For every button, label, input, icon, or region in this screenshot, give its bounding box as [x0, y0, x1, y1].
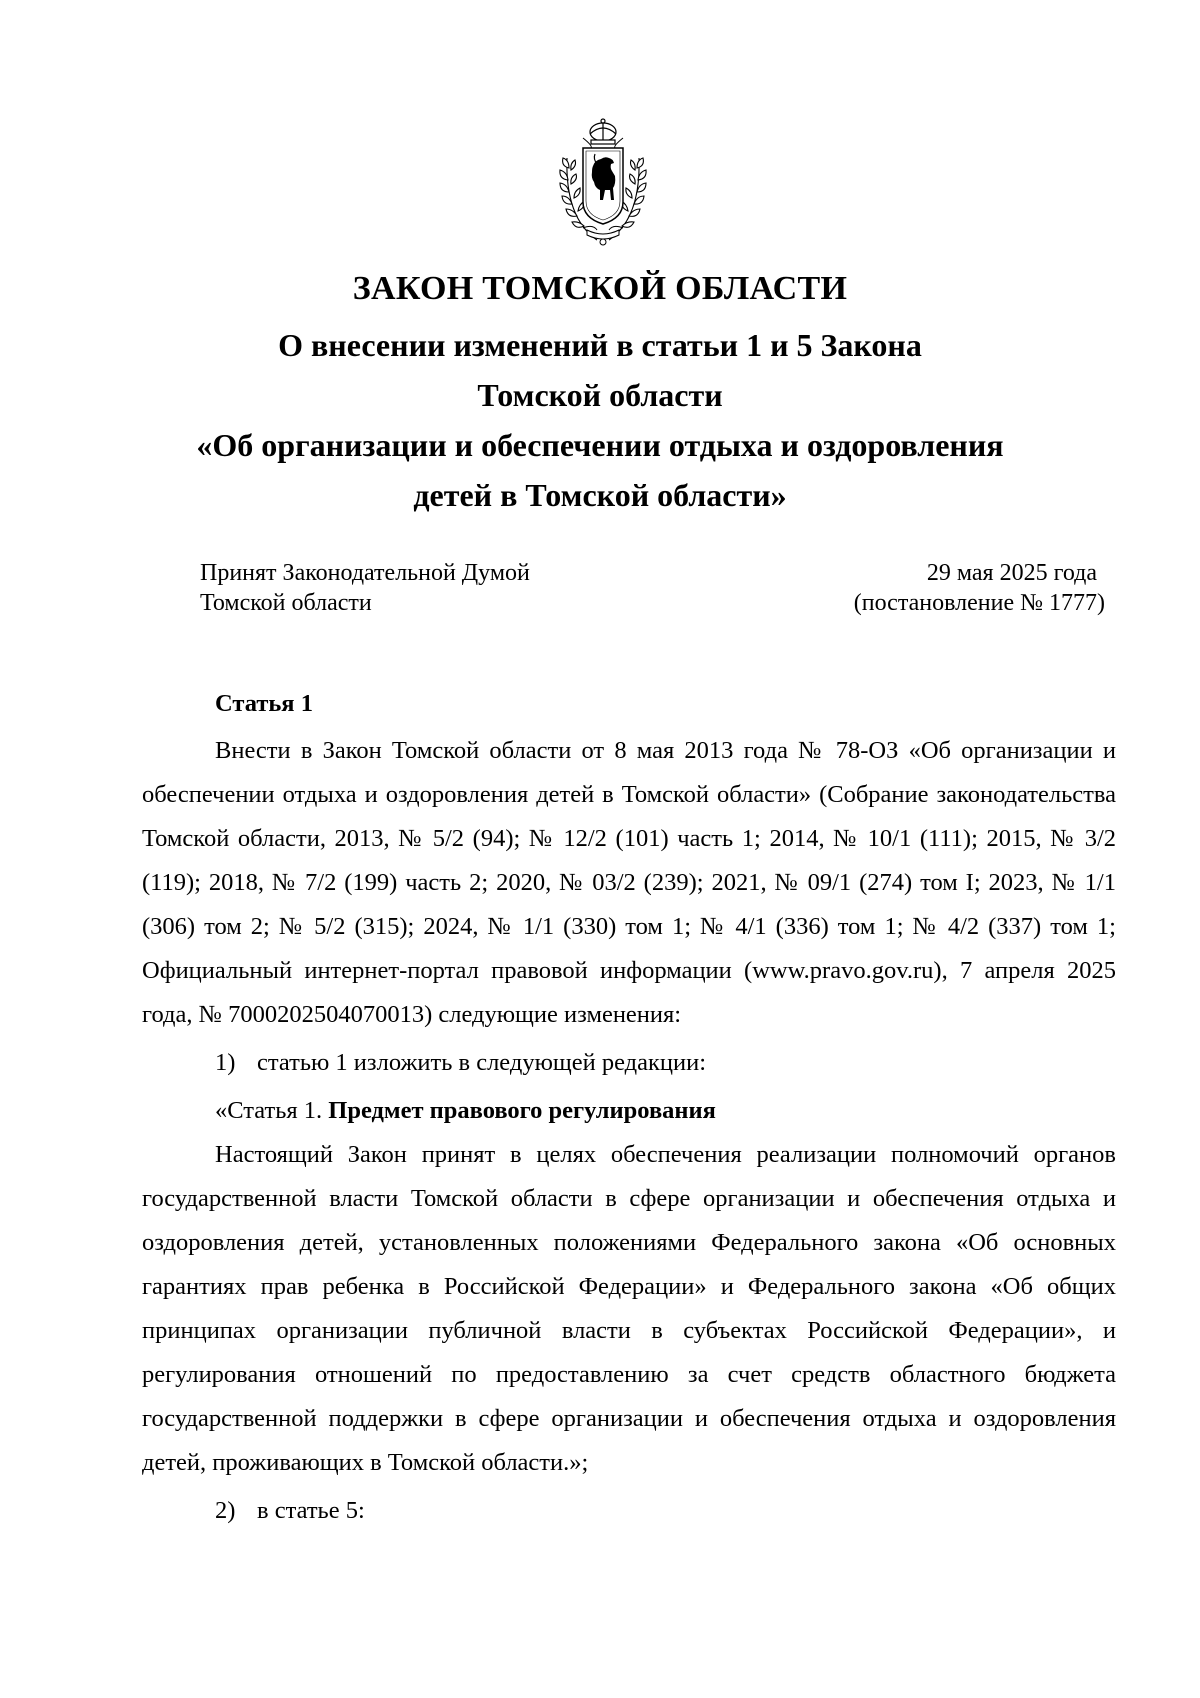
quoted-article-heading: [142, 1089, 1116, 1133]
adopting-body-line: Томской области: [200, 590, 372, 616]
law-title: ЗАКОН ТОМСКОЙ ОБЛАСТИ: [352, 270, 848, 307]
adopting-body: [200, 558, 530, 618]
law-subtitle-line: детей в Томской области»: [413, 477, 787, 513]
list-item-number: 2): [215, 1497, 236, 1524]
title-block: [120, 268, 1080, 520]
shield-icon: [583, 148, 623, 224]
article-heading: Статья 1: [215, 690, 313, 717]
list-item-text: статью 1 изложить в следующей редакции:: [257, 1049, 707, 1076]
law-subtitle-line: Томской области: [477, 377, 723, 413]
article-intro-paragraph: Внести в Закон Томской области от 8 мая 2013 года № 78-ОЗ «Об организации и обеспечении отдыха и оздоровления детей в Томской области» (Собрание законодательства Томской области, 2013, № 5/2 (94); № 12/2 (101) часть 1; 2014, № 10/1 (111); 2015, № 3/2 (119); 2018, № 7/2 (199) часть 2; 2020, № 03/2 (239); 2021, № 09/1 (274) том I; 2023, № 1/1 (306) том 2; № 5/2 (315); 2024, № 1/1 (330) том 1; № 4/1 (336) том 1; № 4/2 (337) том 1; Официальный интернет-портал правовой информации (www.pravo.gov.ru), 7 апреля 2025 года, № 7000202504070013) следующие изменения:: [142, 737, 1116, 1028]
list-item: [142, 1489, 1116, 1533]
adoption-date: 29 мая 2025 года: [926, 560, 1097, 586]
ribbon-icon: [583, 226, 623, 245]
document-body: [142, 682, 1116, 1537]
list-item: [142, 1041, 1116, 1085]
law-subtitle-line: О внесении изменений в статьи 1 и 5 Закона: [278, 327, 922, 363]
resolution-number: (постановление № 1777): [853, 590, 1105, 616]
coat-of-arms-icon: [553, 118, 653, 248]
quoted-article-prefix: «Статья 1.: [215, 1097, 329, 1124]
quoted-article-title: Предмет правового регулирования: [328, 1097, 716, 1124]
crown-icon: [590, 119, 616, 144]
adoption-date-block: [854, 558, 1105, 618]
adopting-body-line: Принят Законодательной Думой: [200, 560, 530, 586]
list-item-number: 1): [215, 1049, 236, 1076]
coat-of-arms-drawing: [553, 118, 653, 248]
quoted-article-paragraph: Настоящий Закон принят в целях обеспечения реализации полномочий органов государственной власти Томской области в сфере организации и обеспечения отдыха и оздоровления детей, установленных положениями Федерального закона «Об основных гарантиях прав ребенка в Российской Федерации» и Федерального закона «Об общих принципах организации публичной власти в субъектах Российской Федерации», и регулирования отношений по предоставлению за счет средств областного бюджета государственной поддержки в сфере организации и обеспечения отдыха и оздоровления детей, проживающих в Томской области.»;: [142, 1141, 1116, 1476]
list-item-text: в статье 5:: [257, 1497, 365, 1524]
law-subtitle-line: «Об организации и обеспечении отдыха и оздоровления: [196, 427, 1004, 463]
